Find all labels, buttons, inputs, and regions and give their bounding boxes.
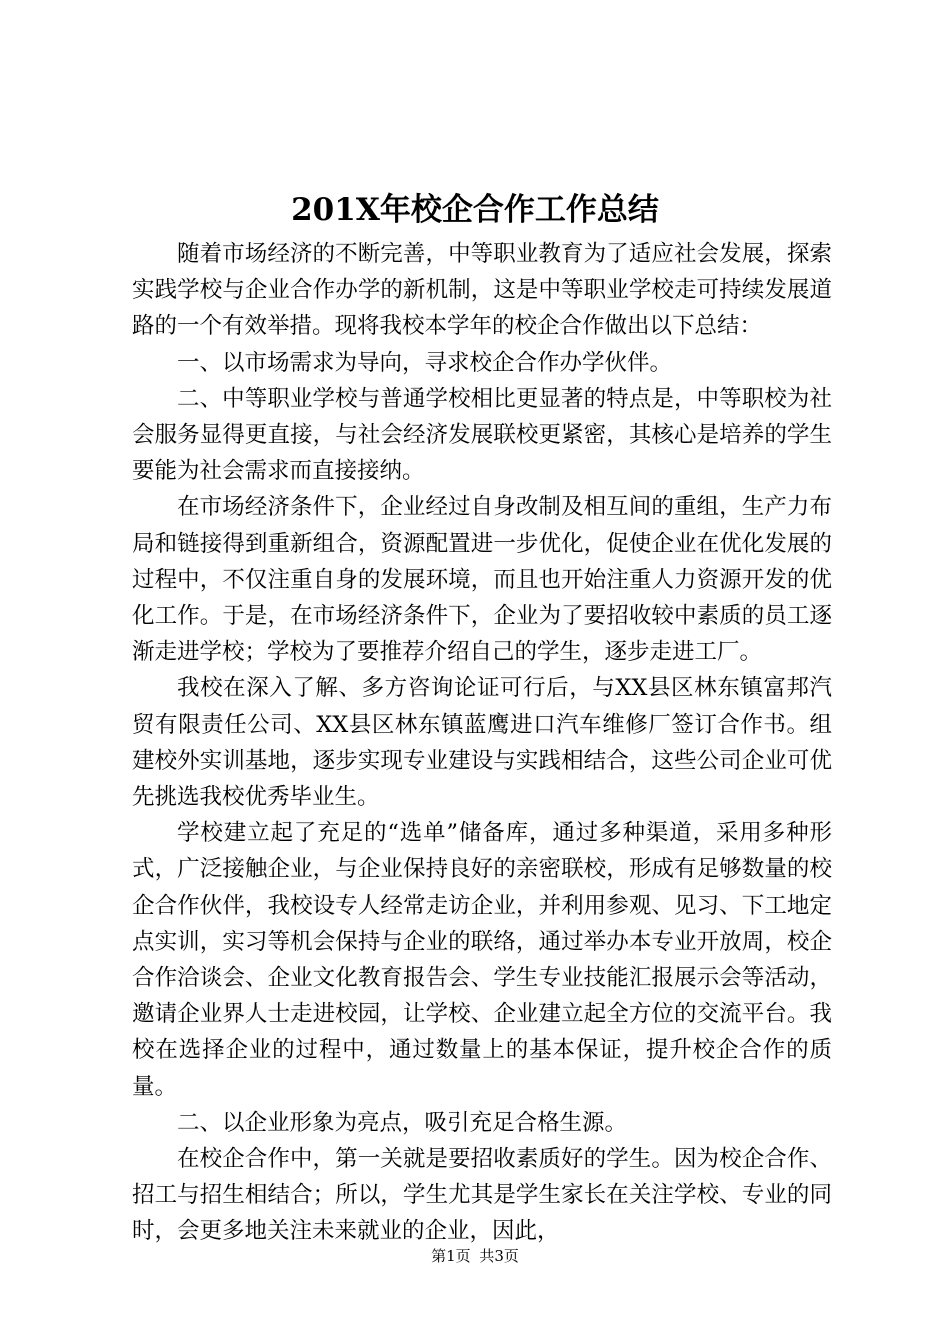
document-body xyxy=(132,236,832,1250)
paragraph-2: 二、中等职业学校与普通学校相比更显著的特点是，中等职校为社会服务显得更直接，与社会经济发展联校更紧密，其核心是培养的学生要能为社会需求而直接接纳。 xyxy=(132,385,832,485)
page-total: 共3页 xyxy=(479,1247,519,1265)
paragraph-heading-1: 一、以市场需求为导向，寻求校企合作办学伙伴。 xyxy=(177,349,673,376)
paragraph-heading-2: 二、以企业形象为亮点，吸引充足合格生源。 xyxy=(177,1109,628,1136)
paragraph-4: 我校在深入了解、多方咨询论证可行后，与XX县区林东镇富邦汽贸有限责任公司、XX县区林东镇蓝鹰进口汽车维修厂签订合作书。组建校外实训基地，逐步实现专业建设与实践相结合，这些公司企业可优先挑选我校优秀毕业生。 xyxy=(132,675,832,811)
page-footer xyxy=(0,1244,950,1268)
document-title: 201X年校企合作工作总结 xyxy=(291,192,659,228)
paragraph-3: 在市场经济条件下，企业经过自身改制及相互间的重组，生产力布局和链接得到重新组合，资源配置进一步优化，促使企业在优化发展的过程中，不仅注重自身的发展环境，而且也开始注重人力资源开发的优化工作。于是，在市场经济条件下，企业为了要招收较中素质的员工逐渐走进学校；学校为了要推荐介绍自己的学生，逐步走进工厂。 xyxy=(132,494,832,666)
paragraph-5: 学校建立起了充足的“选单”储备库，通过多种渠道，采用多种形式，广泛接触企业，与企业保持良好的亲密联校，形成有足够数量的校企合作伙伴，我校设专人经常走访企业，并利用参观、见习、下工地定点实训，实习等机会保持与企业的联络，通过举办本专业开放周，校企合作洽谈会、企业文化教育报告会、学生专业技能汇报展示会等活动，邀请企业界人士走进校园，让学校、企业建立起全方位的交流平台。我校在选择企业的过程中，通过数量上的基本保证，提升校企合作的质量。 xyxy=(132,820,832,1100)
page-number: 第1页 xyxy=(431,1247,471,1265)
paragraph-intro: 随着市场经济的不断完善，中等职业教育为了适应社会发展，探索实践学校与企业合作办学的新机制，这是中等职业学校走可持续发展道路的一个有效举措。现将我校本学年的校企合作做出以下总结： xyxy=(132,241,832,340)
paragraph-7: 在校企合作中，第一关就是要招收素质好的学生。因为校企合作、招工与招生相结合；所以，学生尤其是学生家长在关注学校、专业的同时，会更多地关注未来就业的企业，因此， xyxy=(132,1146,832,1245)
